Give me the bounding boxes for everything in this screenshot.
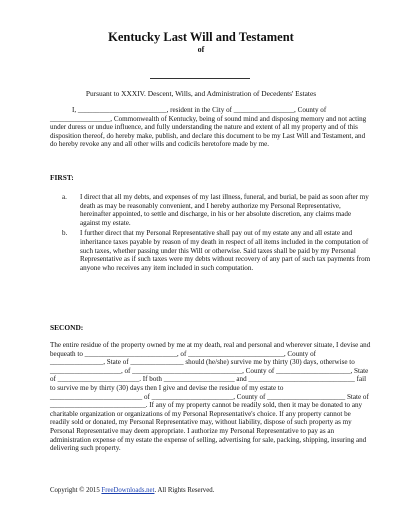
first-heading: FIRST:	[50, 173, 74, 182]
first-list	[50, 193, 372, 274]
list-item	[50, 193, 372, 227]
copyright-footer	[50, 487, 214, 494]
document-title: Kentucky Last Will and Testament	[108, 30, 294, 44]
footer-suffix: . All Rights Reserved.	[154, 487, 215, 494]
list-item-text: I direct that all my debts, and expenses of my last illness, funeral, and burial, be paid as soon after my death as may be reasonably convenient, and I hereby authorize my Personal Representative, hereinafter appointed, to settle and discharge, in his or her absolute discretion, any claims made against my estate.	[80, 193, 369, 227]
intro-text: I, _________________________, resident in the City of _________________, County of _________________, Commonwealth of Kentucky, being of sound mind and disposing memory and not acting under duress or undue influence, and fully understanding the nature and extent of all my property and of this disposition thereof, do hereby make, publish, and declare this document to be my Last Will and Testament, and do hereby revoke any and all other wills and codicils heretofore made by me.	[50, 106, 367, 149]
testator-name-line[interactable]	[150, 78, 250, 79]
list-item-text: I further direct that my Personal Representative shall pay out of my estate any and all estate and inheritance taxes payable by reason of my death in respect of all items included in the computation of such taxes, whether passing under this Will or otherwise. Said taxes shall be paid by my Personal Representative as if such taxes were my debts without recovery of any part of such tax payments from anyone who receives any item included in such computation.	[80, 229, 371, 272]
title-of: of	[197, 45, 205, 54]
second-heading: SECOND:	[50, 323, 84, 332]
statute-reference: Pursuant to XXXIV. Descent, Wills, and Administration of Decedents' Estates	[85, 89, 317, 98]
list-marker: b.	[62, 229, 68, 238]
footer-prefix: Copyright © 2015	[50, 487, 102, 494]
intro-paragraph	[50, 106, 372, 149]
list-item	[50, 229, 372, 272]
list-marker: a.	[62, 193, 67, 201]
second-paragraph: The entire residue of the property owned by me at my death, real and personal and wherever situate, I devise and bequeath to __________________________, of ___________________________, County of _______________, State of _______________ should (he/she) survive me by thirty (30) days, otherwise to ____________________, of _______________________________, County of _____________________, State of _______________________. If both ____________________ and ______________________________ fail to survive me by thirty (30) days then I give and devise the residue of my estate to __________________________ of _______________________, County of ______________________ State of ___________________________. If any of my property cannot be readily sold, then it may be donated to any charitable organization or organizations of my Personal Representative's choice. If any property cannot be readily sold or donated, my Personal Representative may, without liability, dispose of such property as my Personal Representative may deem appropriate. I authorize my Personal Representative to pay as an administration expense of my estate the expense of selling, advertising for sale, packing, shipping, insuring and delivering such property.	[50, 341, 371, 453]
freedownloads-link[interactable]: FreeDownloads.net	[101, 487, 155, 494]
